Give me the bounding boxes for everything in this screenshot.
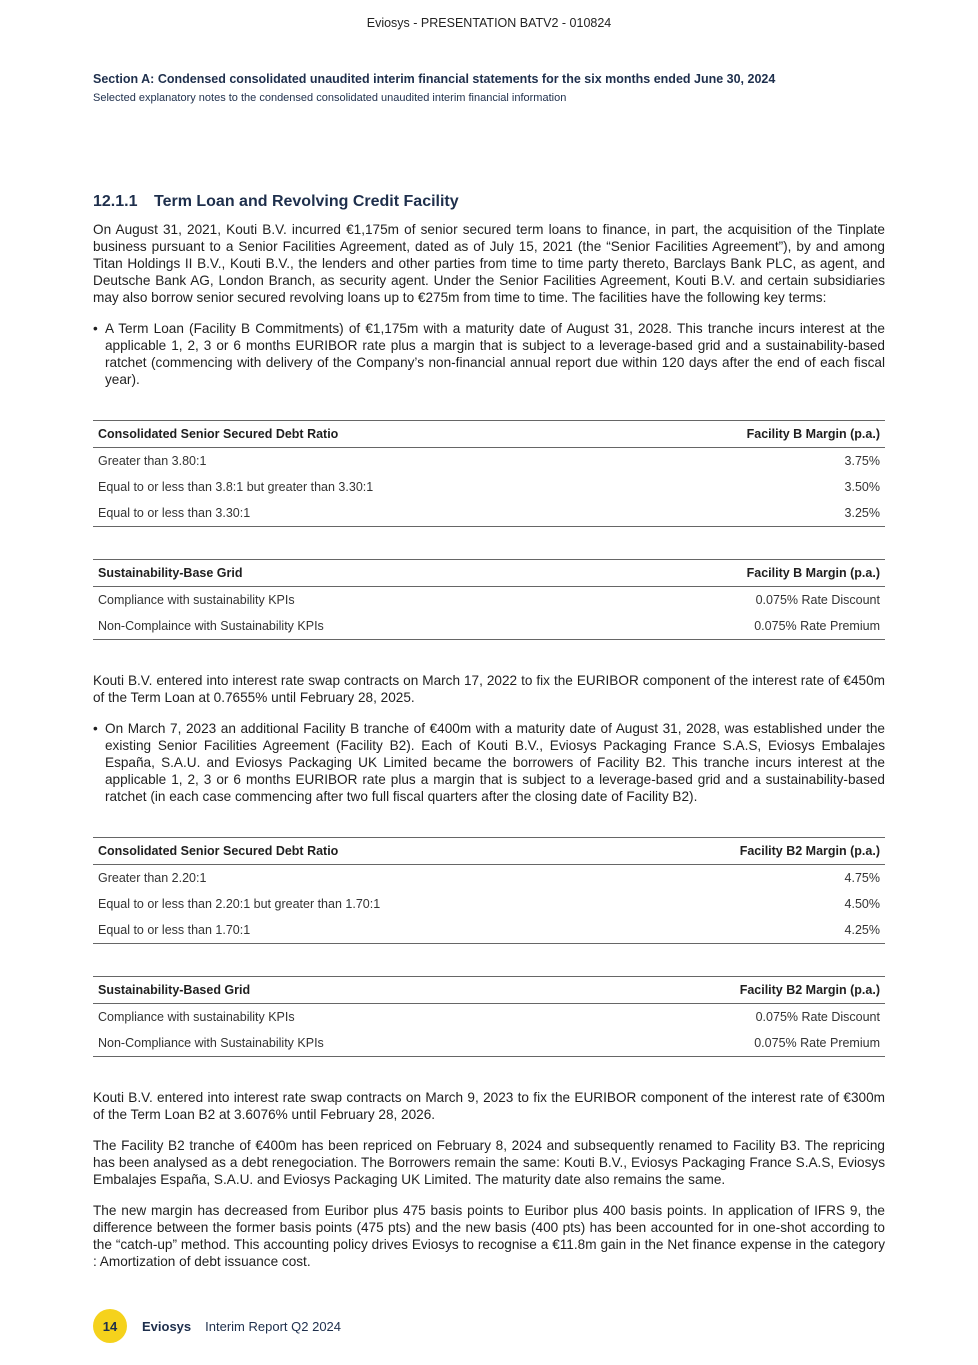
table-cell: Equal to or less than 2.20:1 but greater than 1.70:1 — [98, 897, 381, 911]
intro-paragraph: On August 31, 2021, Kouti B.V. incurred €1,175m of senior secured term loans to finance, in part, the acquisition of the Tinplate business pursuant to a Senior Facilities Agreement, dated as of July 15, 2021 (the “Senior Facilities Agreement”), by and among Titan Holdings II B.V., Kouti B.V., the lenders and other parties from time to time party thereto, Barclays Bank PLC, as agent, and Deutsche Bank AG, London Branch, as security agent. Under the Senior Facilities Agreement, Kouti B.V. and certain subsidiaries may also borrow senior secured revolving loans up to €275m from time to time. The facilities have the following key terms: — [93, 222, 885, 305]
table-row — [93, 448, 885, 475]
table-row — [93, 587, 885, 614]
table-row — [93, 613, 885, 640]
table-row — [93, 1004, 885, 1031]
facility-b-sustainability-table — [93, 559, 885, 640]
heading-title: Term Loan and Revolving Credit Facility — [154, 193, 459, 210]
table-header: Facility B Margin (p.a.) — [620, 421, 885, 448]
heading-number: 12.1.1 — [93, 193, 138, 210]
swap-paragraph-2: Kouti B.V. entered into interest rate swap contracts on March 9, 2023 to fix the EURIBOR component of the interest rate of €300m of the Term Loan B2 at 3.6076% until February 28, 2026. — [93, 1090, 885, 1122]
table-cell: Non-Complaince with Sustainability KPIs — [93, 613, 586, 640]
table-cell: Greater than 3.80:1 — [98, 454, 207, 468]
subsection-heading — [93, 193, 885, 211]
bullet-facility-b2 — [93, 720, 885, 805]
table-cell: Non-Compliance with Sustainability KPIs — [93, 1030, 577, 1057]
swap-paragraph-1: Kouti B.V. entered into interest rate swap contracts on March 17, 2022 to fix the EURIBOR component of the interest rate of €450m of the Term Loan at 0.7655% until February 28, 2025. — [93, 673, 885, 705]
facility-b2-ratio-table — [93, 837, 885, 944]
footer-report-name: Interim Report Q2 2024 — [205, 1318, 342, 1334]
table-row — [93, 917, 885, 944]
table-row — [93, 891, 885, 917]
table-cell: Compliance with sustainability KPIs — [98, 1010, 295, 1024]
repricing-paragraph: The Facility B2 tranche of €400m has been repriced on February 8, 2024 and subsequently renamed to Facility B3. The repricing has been analysed as a debt renegociation. The Borrowers remain the same: Kouti B.V., Eviosys Packaging France S.A.S, Eviosys Embalajes España, S.A.U. and Eviosys Packaging UK Limited. The maturity date also remains the same. — [93, 1138, 885, 1187]
table-header: Facility B Margin (p.a.) — [586, 560, 885, 587]
table-cell: 3.25% — [620, 500, 885, 527]
table-row — [93, 1030, 885, 1057]
page-number: 14 — [93, 1309, 127, 1343]
table-header: Sustainability-Base Grid — [93, 560, 586, 587]
table-cell: 4.50% — [844, 897, 880, 911]
bullet-icon: • — [93, 721, 98, 736]
table-cell: Equal to or less than 3.8:1 but greater than 3.30:1 — [98, 480, 374, 494]
table-row — [93, 865, 885, 892]
table-cell: Compliance with sustainability KPIs — [98, 593, 295, 607]
table-cell: 4.25% — [616, 917, 885, 944]
bullet-text: On March 7, 2023 an additional Facility B tranche of €400m with a maturity date of August 31, 2028, was established under the existing Senior Facilities Agreement (Facility B2). Each of Kouti B.V., Eviosys Packaging France S.A.S, Eviosys Embalajes España, S.A.U. and Eviosys Packaging UK Limited became the borrowers of Facility B2. This tranche incurs interest at the applicable 1, 2, 3 or 6 months EURIBOR rate plus a margin that is subject to a leverage-based grid and a sustainability-based ratchet (in each case commencing after two full fiscal quarters after the closing date of Facility B2). — [105, 721, 885, 804]
facility-b-ratio-table — [93, 420, 885, 527]
footer-brand: Eviosys — [142, 1318, 192, 1334]
facility-b2-sustainability-table — [93, 976, 885, 1057]
bullet-facility-b — [93, 320, 885, 388]
table-cell: 0.075% Rate Discount — [755, 1010, 880, 1024]
section-title: Section A: Condensed consolidated unaudited interim financial statements for the six months ended June 30, 2024 — [93, 72, 776, 86]
table-row — [93, 474, 885, 500]
main-content — [93, 193, 885, 1270]
table-header: Consolidated Senior Secured Debt Ratio — [93, 421, 620, 448]
margin-paragraph: The new margin has decreased from Euribor plus 475 basis points to Euribor plus 400 basis points. In application of IFRS 9, the difference between the former basis points (475 pts) and the new basis (400 pts) has been accounted for in one-shot according to the “catch-up” method. This accounting policy drives Eviosys to recognise a €11.8m gain in the Net finance expense in the category : Amortization of debt issuance cost. — [93, 1203, 885, 1269]
table-cell: 0.075% Rate Discount — [755, 593, 880, 607]
table-cell: 3.50% — [844, 480, 880, 494]
table-header: Sustainability-Based Grid — [93, 977, 577, 1004]
section-subtitle: Selected explanatory notes to the condensed consolidated unaudited interim financial information — [93, 92, 567, 104]
table-cell: 3.75% — [844, 454, 880, 468]
document-title: Eviosys - PRESENTATION BATV2 - 010824 — [366, 16, 612, 30]
page-footer — [93, 1309, 341, 1343]
table-header: Facility B2 Margin (p.a.) — [577, 977, 885, 1004]
table-cell: Greater than 2.20:1 — [98, 871, 207, 885]
table-header: Consolidated Senior Secured Debt Ratio — [93, 838, 616, 865]
table-cell: 4.75% — [844, 871, 880, 885]
table-cell: 0.075% Rate Premium — [577, 1030, 885, 1057]
table-cell: Equal to or less than 1.70:1 — [93, 917, 616, 944]
bullet-text: A Term Loan (Facility B Commitments) of €1,175m with a maturity date of August 31, 2028. This tranche incurs interest at the applicable 1, 2, 3 or 6 months EURIBOR rate plus a margin that is subject to a leverage-based grid and a sustainability-based ratchet (commencing with delivery of the Company’s non-financial annual report due within 120 days after the end of each fiscal year). — [105, 321, 885, 387]
table-header: Facility B2 Margin (p.a.) — [616, 838, 885, 865]
table-cell: 0.075% Rate Premium — [586, 613, 885, 640]
table-cell: Equal to or less than 3.30:1 — [93, 500, 620, 527]
bullet-icon: • — [93, 321, 98, 336]
table-row — [93, 500, 885, 527]
